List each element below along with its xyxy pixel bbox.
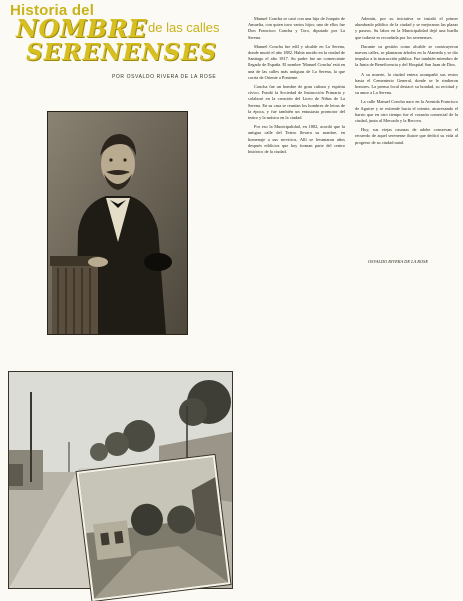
inset-photo <box>77 455 231 601</box>
paragraph: Además, por su iniciativa se instaló el primer alumbrado público de la ciudad y se mejoraron las plazas y paseos. Su labor en la Municipalidad dejó una huella que todavía es recordada por los serenenses. <box>355 16 458 40</box>
paragraph: La calle Manuel Concha nace en la Avenida Francisco de Aguirre y se extiende hacia el oriente, atravesando el barrio que en otro tiempo fue el corazón comercial de la ciudad, junto al Mercado y la Recova. <box>355 99 458 124</box>
paragraph: Por eso la Municipalidad, en 1882, acordó que la antigua calle del Teatro llevara su nombre, en homenaje a sus servicios. Allí se levantaron años después edificios que hoy forman parte del centro histórico de la ciudad. <box>248 124 345 155</box>
paragraph: Manuel Concha se casó con una hija de Joaquín de Amuelta, con quien tuvo varios hijos; uno de ellos fue Don Francisco Concha y Toro, diputado por La Serena. <box>248 16 345 40</box>
portrait-photo <box>47 111 188 335</box>
title-line-1: Historia del <box>10 2 95 19</box>
text-column-1 <box>248 16 345 268</box>
paragraph: Concha fue un hombre de gran cultura y espíritu cívico. Fundó la Sociedad de Instrucción Primaria y colaboró en la creación del Liceo de Niñas de La Serena. En su casa se reunían los hombres de letras de la época, y fue también un entusiasta promotor del teatro y la música en la ciudad. <box>248 84 345 121</box>
paragraph: Hoy, sus viejas casonas de adobe conservan el recuerdo de aquel serenense ilustre que dedicó su vida al progreso de su ciudad natal. <box>355 127 458 145</box>
inset-image <box>79 457 228 599</box>
author-signature: OSVALDO RIVERA DE LA ROSE <box>368 259 428 264</box>
paragraph: Durante su gestión como alcalde se construyeron nuevas calles, se plantaron árboles en la Alameda y se dio impulso a la instrucción pública. Fue también miembro de la Junta de Beneficencia y del Hospital San Juan de Dios. <box>355 43 458 68</box>
paragraph: Manuel Concha fue edil y alcalde en La Serena, donde murió el año 1882. Había nacido en la ciudad de Santiago el año 1817. Su padre fue un comerciante llegado de España. El nombre 'Manuel Concha' está en una de las calles más antiguas de La Serena, la que corría de Oriente a Poniente. <box>248 43 345 80</box>
portrait-image <box>48 112 187 334</box>
paragraph: A su muerte, la ciudad entera acompañó sus restos hasta el Cementerio General, donde se le rindieron honores. La prensa local destacó su bondad, su rectitud y su amor a La Serena. <box>355 71 458 96</box>
byline: POR OSVALDO RIVERA DE LA ROSE <box>112 74 217 80</box>
text-column-2 <box>355 16 458 268</box>
title-nombre: NOMBRE <box>16 14 147 43</box>
title-line-3: de las calles <box>148 20 220 35</box>
title-serenenses: SERENENSES <box>26 39 218 66</box>
